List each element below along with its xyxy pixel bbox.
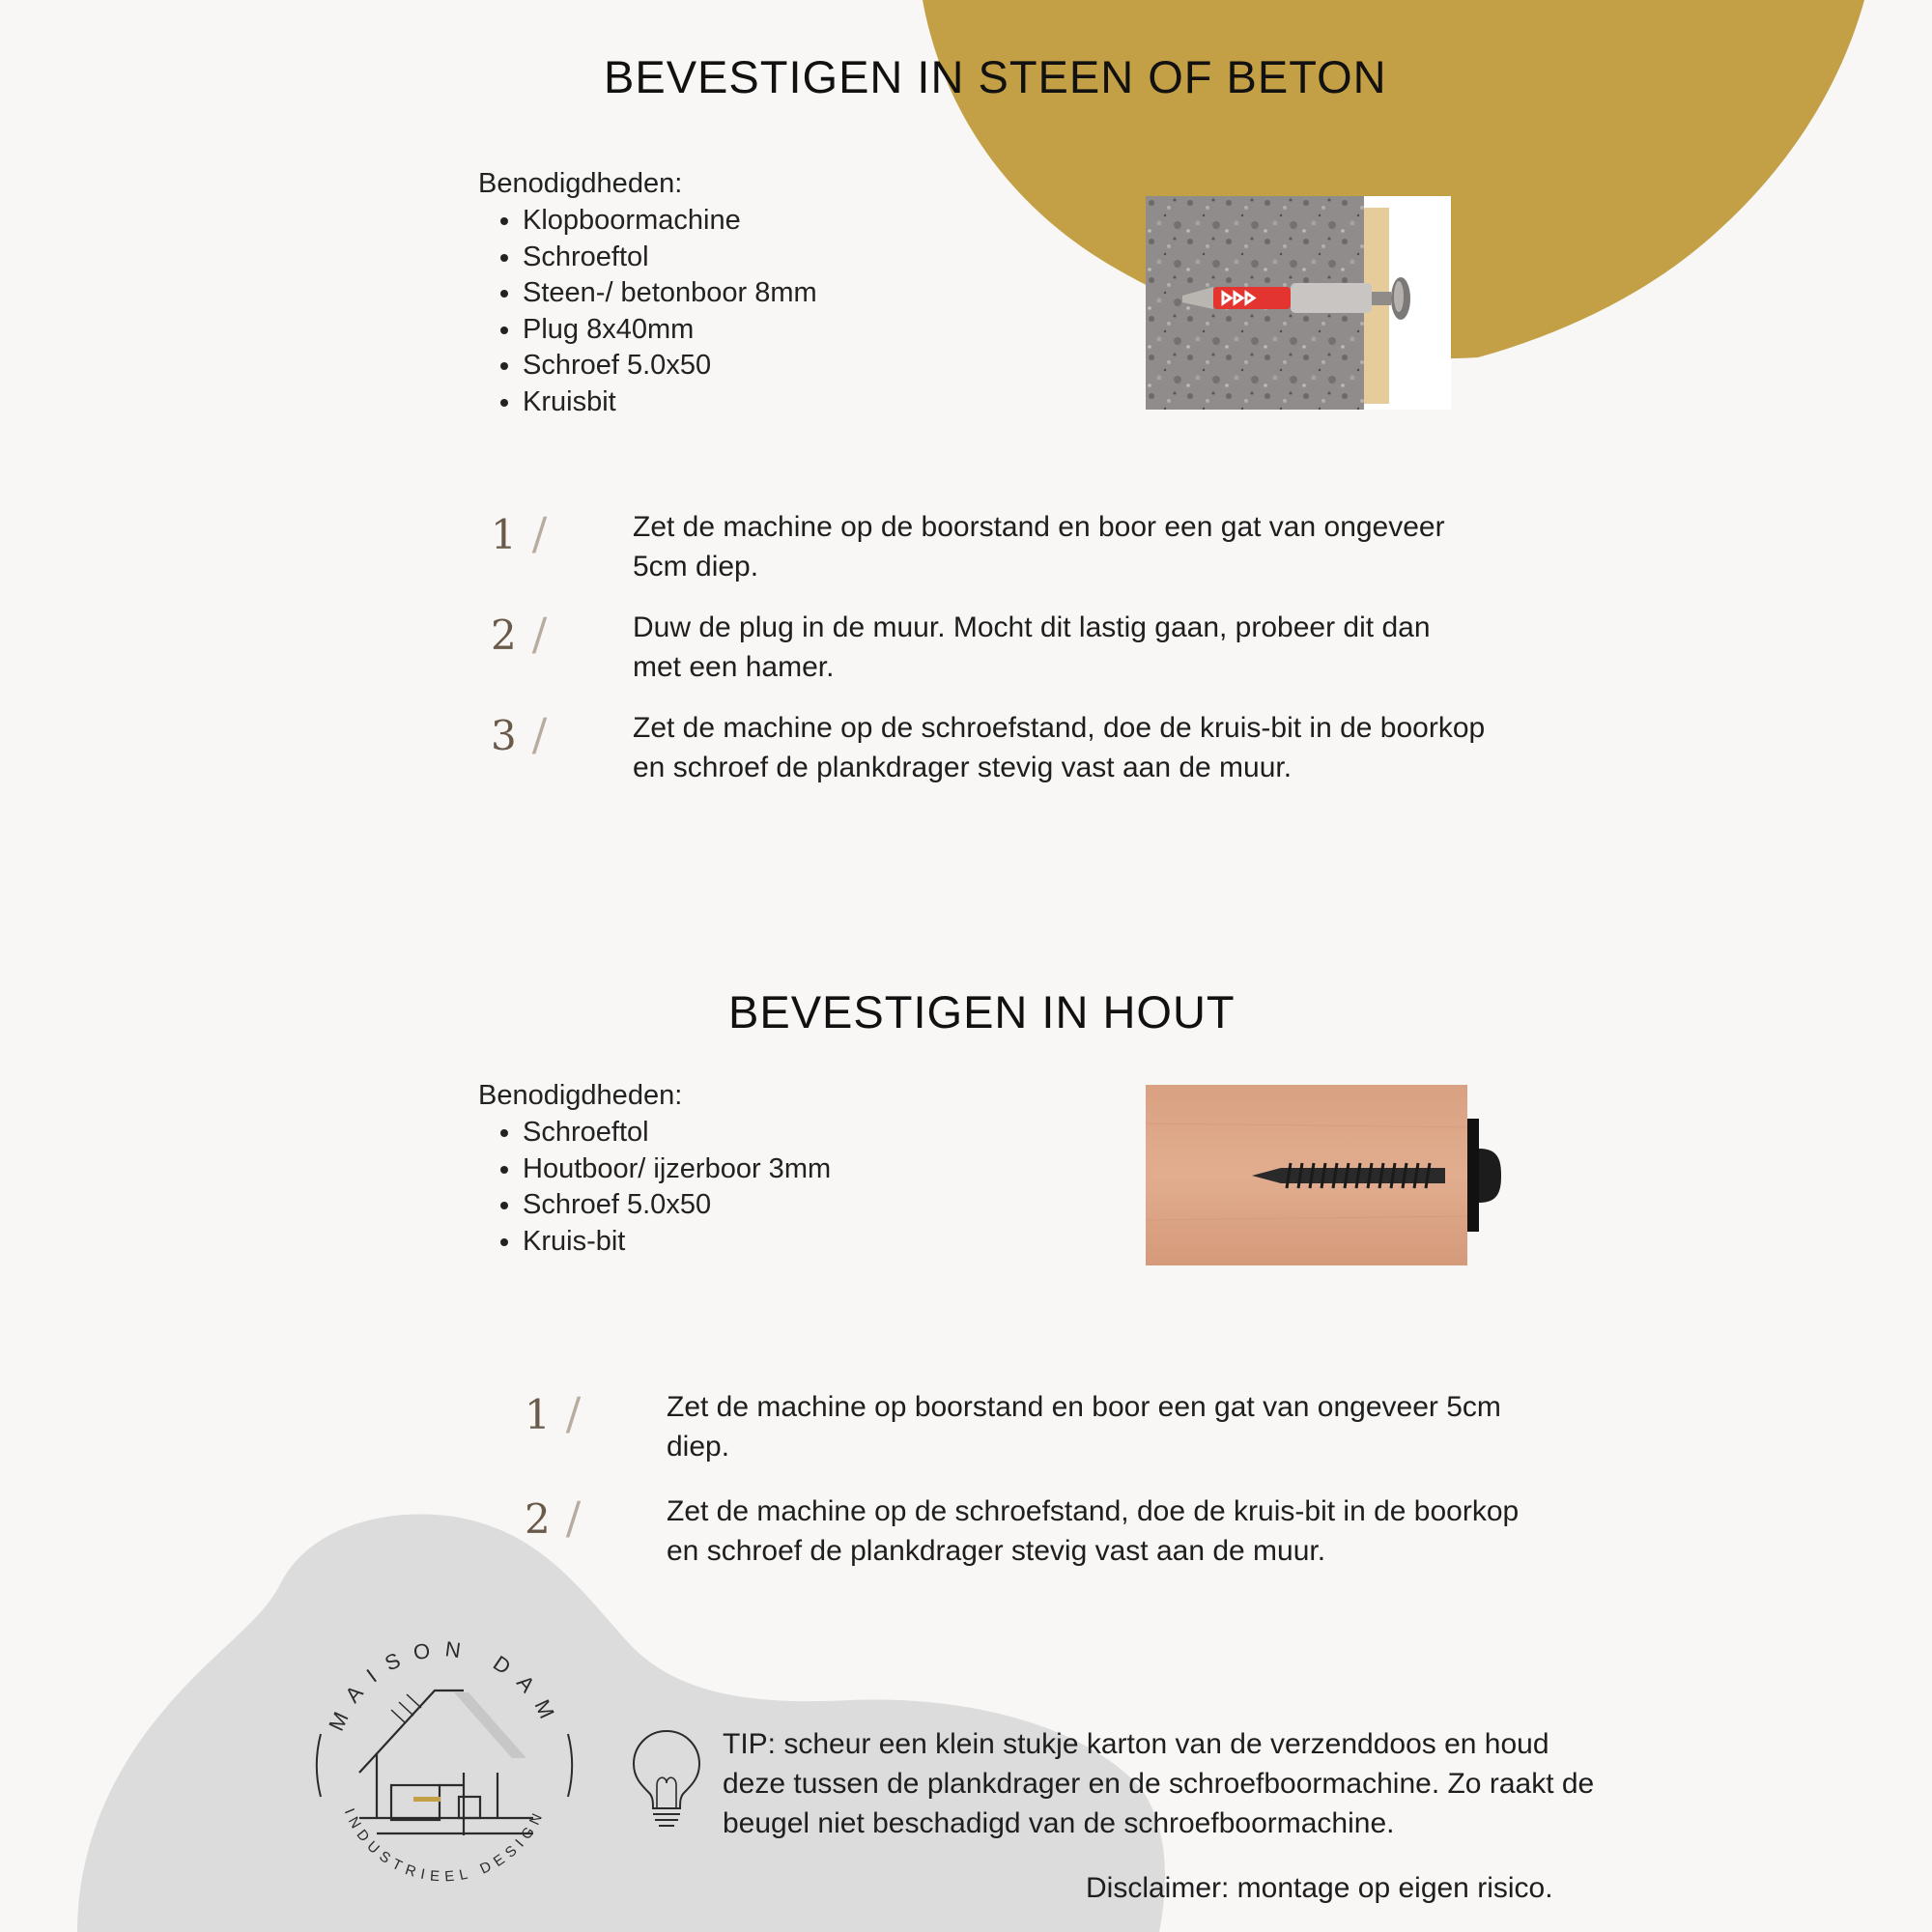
logo-top-text: MAISON DAM [324, 1636, 565, 1735]
supplies-list-stone [478, 203, 817, 420]
lightbulb-icon [628, 1727, 705, 1830]
wall-plug-in-concrete-illustration [1146, 196, 1451, 410]
supply-item: • Kruisbit [523, 384, 817, 421]
step-text: Zet de machine op de boorstand en boor een gat van ongeveer 5cm diep. [633, 511, 1445, 582]
supply-item: • Schroeftol [523, 240, 817, 276]
step-text: Duw de plug in de muur. Mocht dit lastig gaan, probeer dit dan met een hamer. [633, 611, 1431, 683]
grey-background-blob [0, 1507, 1932, 1932]
tip-text: TIP: scheur een klein stukje karton van de verzenddoos en houd deze tussen de plankdrager en de schroefboormachine. Zo raakt de beugel niet beschadigd van de schroefboormachine. [723, 1728, 1595, 1839]
screw-in-wood-illustration [1146, 1085, 1503, 1265]
step-number: 3 / [491, 708, 548, 760]
supplies-list-wood [478, 1115, 831, 1260]
logo-bottom-text: INDUSTRIEEL DESIGN [340, 1805, 549, 1886]
supply-item: • Schroeftol [523, 1115, 831, 1151]
supply-item: • Klopboormachine [523, 203, 817, 240]
supplies-label-wood: Benodigdheden: [478, 1080, 683, 1111]
supply-item: • Schroef 5.0x50 [523, 348, 817, 384]
logo-accent [413, 1797, 440, 1802]
step-number: 2 / [525, 1492, 582, 1544]
section-title-wood: BEVESTIGEN IN HOUT [728, 986, 1236, 1037]
supply-item: • Houtboor/ ijzerboor 3mm [523, 1151, 831, 1188]
step-number: 1 / [491, 507, 548, 559]
step-number: 2 / [491, 608, 548, 660]
supplies-label-stone: Benodigdheden: [478, 168, 683, 199]
step-text: Zet de machine op boorstand en boor een gat van ongeveer 5cm diep. [667, 1391, 1501, 1463]
step-text: Zet de machine op de schroefstand, doe de kruis-bit in de boorkop en schroef de plankdrager stevig vast aan de muur. [667, 1495, 1520, 1567]
svg-text:MAISON DAM [324, 1636, 564, 1734]
step-number: 1 / [525, 1387, 582, 1439]
supply-item: • Steen-/ betonboor 8mm [523, 275, 817, 312]
house-shelf-logo-icon [359, 1690, 533, 1835]
supply-item: • Kruis-bit [523, 1224, 831, 1261]
supply-item: • Schroef 5.0x50 [523, 1187, 831, 1224]
step-text: Zet de machine op de schroefstand, doe de kruis-bit in de boorkop en schroef de plankdrager stevig vast aan de muur. [633, 712, 1486, 783]
supply-item: • Plug 8x40mm [523, 312, 817, 349]
section-title-stone: BEVESTIGEN IN STEEN OF BETON [604, 51, 1387, 102]
maison-dam-logo [299, 1604, 589, 1913]
disclaimer: Disclaimer: montage op eigen risico. [1086, 1872, 1553, 1904]
